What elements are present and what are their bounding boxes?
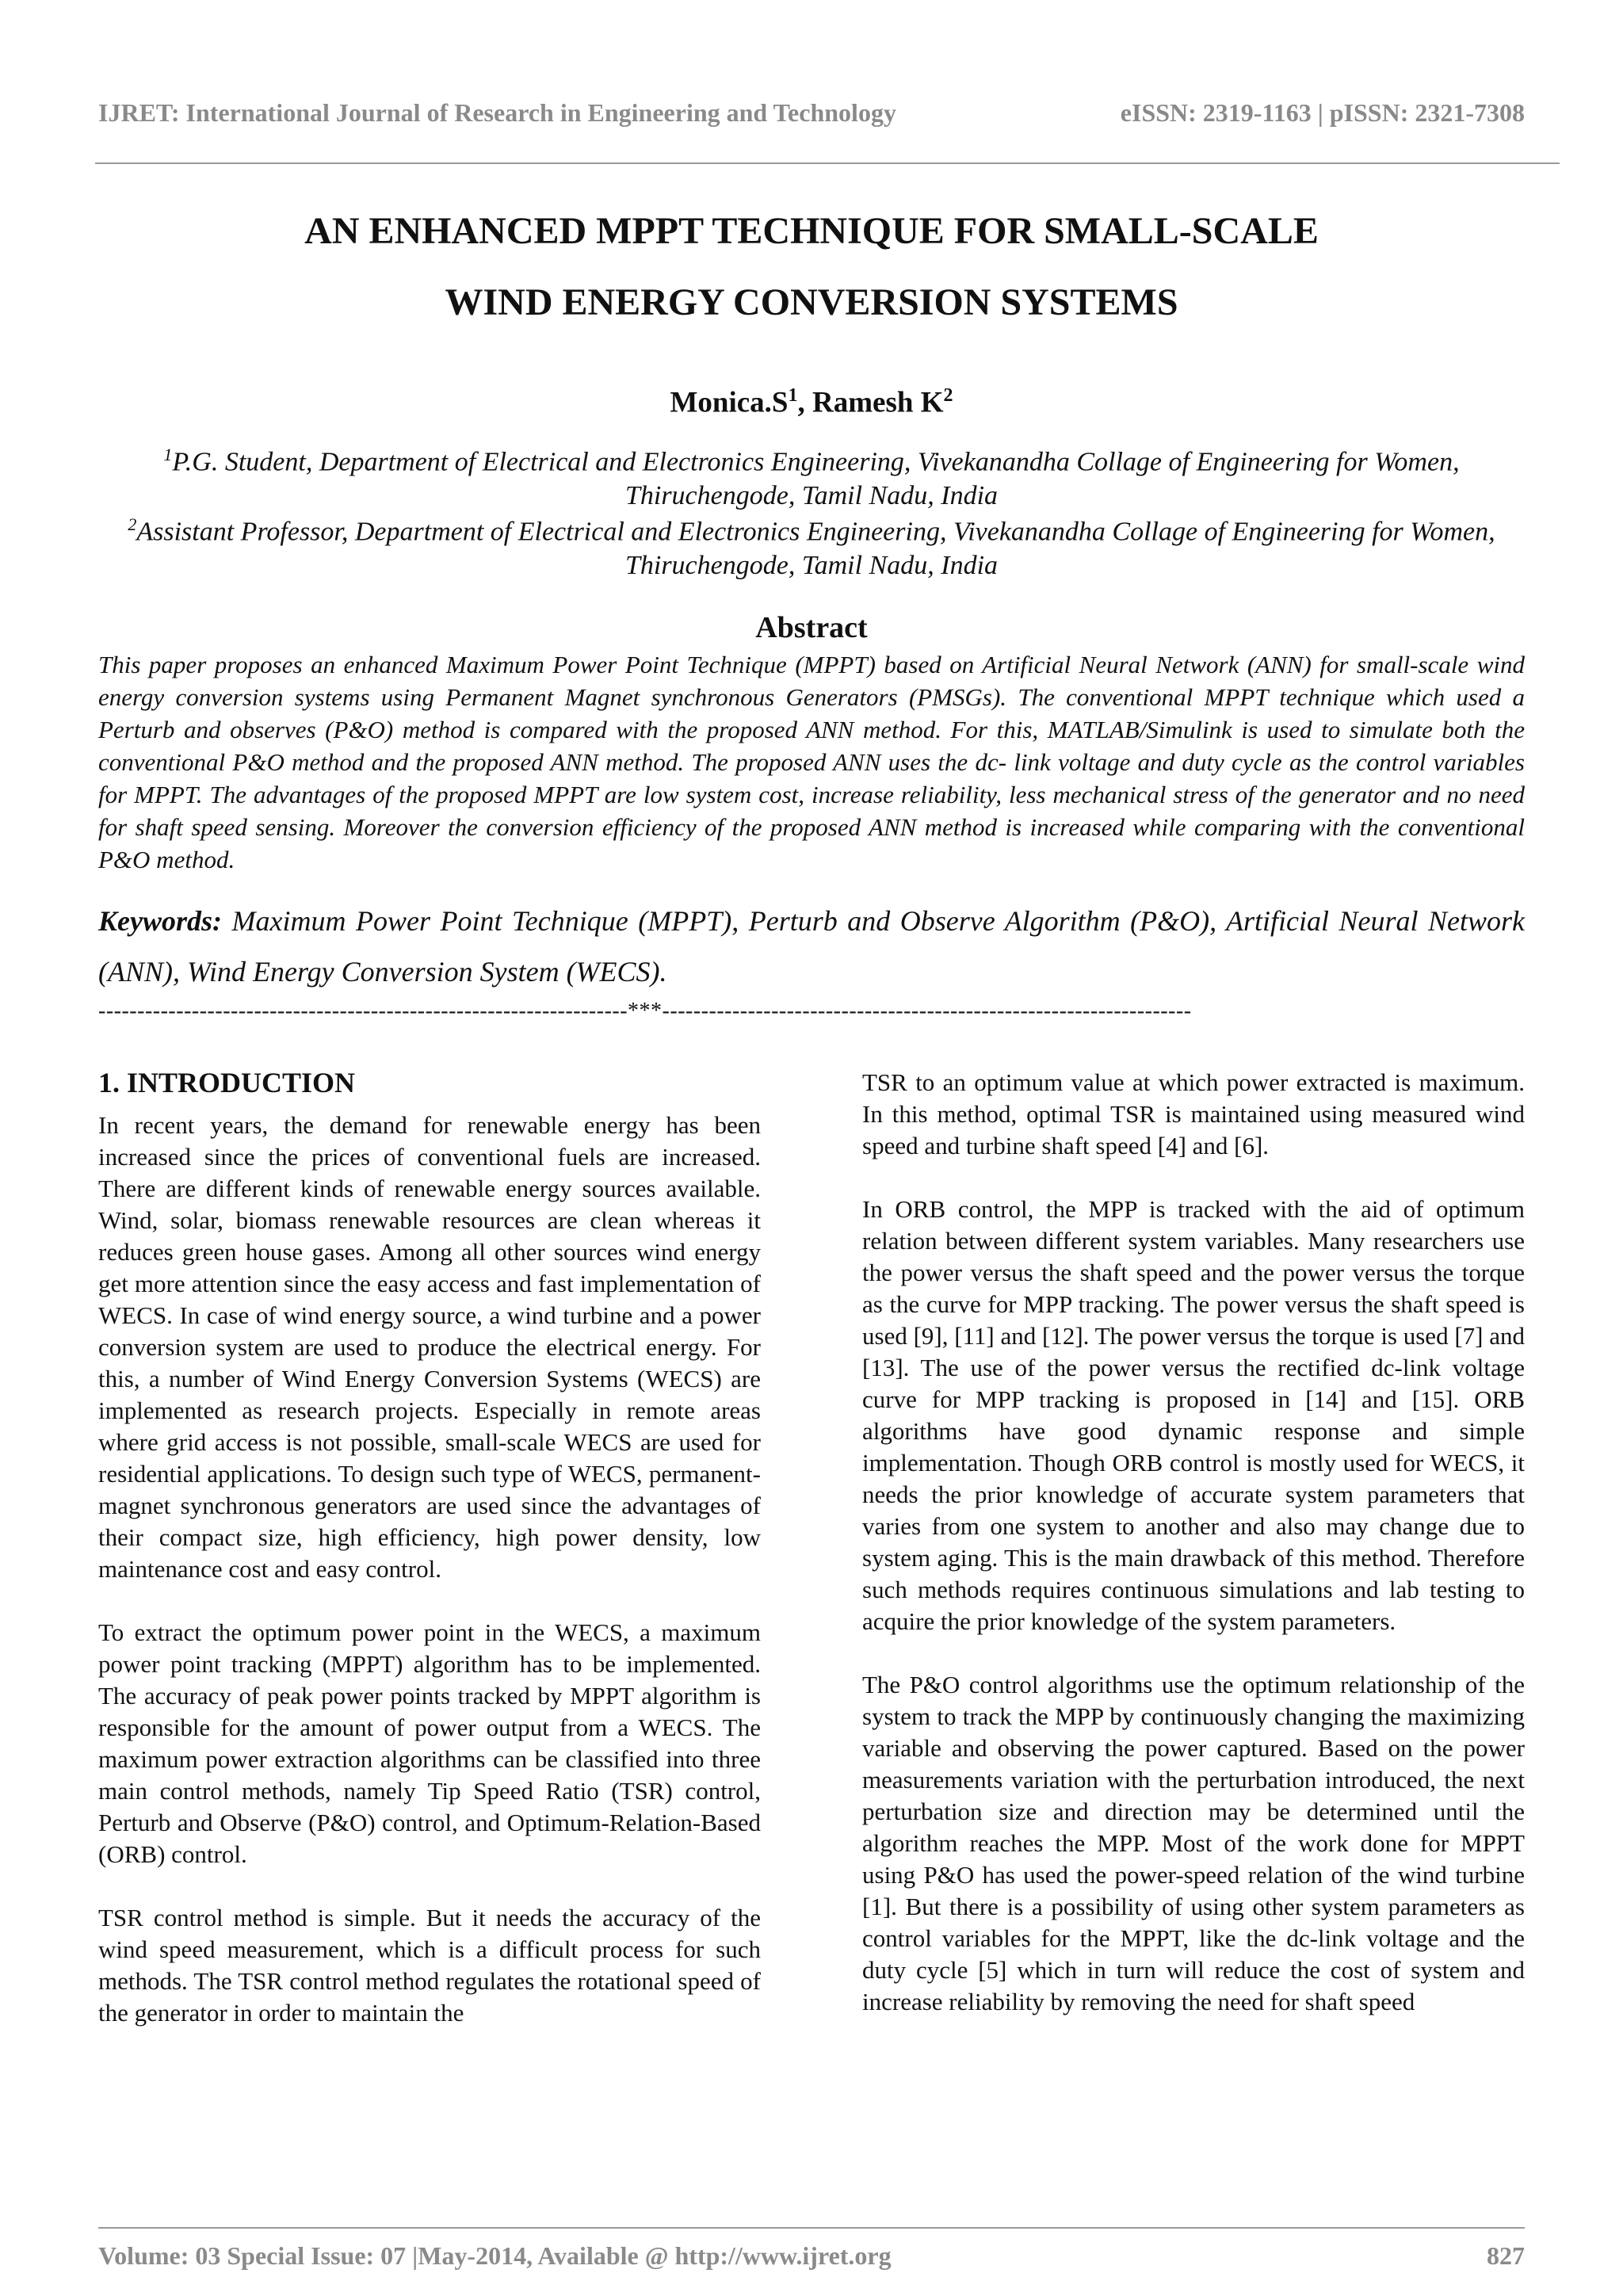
abstract-text: This paper proposes an enhanced Maximum Power Point Technique (MPPT) based on Artificial Neural Network (ANN) for small-scale wind energy conversion systems using Permanent Magnet synchronous Generators (PMSGs). The conventional MPPT technique which used a Perturb and observes (P&O) method is compared with the proposed ANN method. For this, MATLAB/Simulink is used to simulate both the conventional P&O method and the proposed ANN method. The proposed ANN uses the dc- link voltage and duty cycle as the control variables for MPPT. The advantages of the proposed MPPT are low system cost, increase reliability, less mechanical stress of the generator and no need for shaft speed sensing. Moreover the conversion efficiency of the proposed ANN method is increased while comparing with the conventional P&O method.: [98, 651, 1525, 873]
footer-volume: Volume: 03 Special Issue: 07 |May-2014, Available @ http://www.ijret.org: [98, 2241, 892, 2270]
affiliation-2: [103, 507, 1520, 583]
page-number: 827: [1487, 2241, 1525, 2270]
abstract-heading: Abstract: [755, 611, 868, 644]
author-2-mark: 2: [943, 385, 953, 406]
keywords-text: Maximum Power Point Technique (MPPT), Perturb and Observe Algorithm (P&O), Artificial Neural Network (ANN), Wind Energy Conversion System (WECS).: [98, 905, 1526, 988]
affiliation-1: [103, 437, 1520, 513]
paragraph: TSR control method is simple. But it needs the accuracy of the wind speed measurement, which is a difficult process for such methods. The TSR control method regulates the rotational speed of the generator in order to maintain the: [98, 1904, 761, 2027]
author-1-mark: 1: [788, 385, 798, 406]
journal-name: IJRET: International Journal of Research in Engineering and Technology: [98, 98, 896, 127]
paragraph: The P&O control algorithms use the optimum relationship of the system to track the MPP by continuously changing the maximizing variable and observing the power captured. Based on the power measurements variation with the perturbation introduced, the next perturbation size and direction may be determined until the algorithm reaches the MPP. Most of the work done for MPPT using P&O has used the power-speed relation of the wind turbine [1]. But there is a possibility of using other system parameters as control variables for the MPPT, like the dc-link voltage and the duty cycle [5] which in turn will reduce the cost of system and increase reliability by removing the need for shaft speed: [862, 1671, 1525, 2015]
paragraph: TSR to an optimum value at which power extracted is maximum. In this method, optimal TSR is maintained using measured wind speed and turbine shaft speed [4] and [6].: [862, 1068, 1525, 1159]
header-rule: [95, 162, 1560, 164]
left-column: [98, 1067, 761, 2061]
keywords: [98, 896, 1525, 997]
paragraph: In ORB control, the MPP is tracked with the aid of optimum relation between different system variables. Many researchers use the power versus the shaft speed and the power versus the torque as the curve for MPP tracking. The power versus the shaft speed is used [9], [11] and [12]. The power versus the torque is used [7] and [13]. The use of the power versus the rectified dc-link voltage curve for MPP tracking is proposed in [14] and [15]. ORB algorithms have good dynamic response and simple implementation. Though ORB control is mostly used for WECS, it needs the prior knowledge of accurate system parameters that varies from one system to another and also may change due to system aging. This is the main drawback of this method. Therefore such methods requires continuous simulations and lab testing to acquire the prior knowledge of the system parameters.: [862, 1195, 1525, 1635]
paper-title-line-1: AN ENHANCED MPPT TECHNIQUE FOR SMALL-SCALE: [304, 210, 1319, 252]
affiliation-1-mark: 1: [163, 445, 173, 464]
footer-rule: [98, 2227, 1525, 2229]
paragraph: In recent years, the demand for renewable energy has been increased since the prices of conventional fuels are increased. There are different kinds of renewable energy sources available. Wind, solar, biomass renewable resources are clean whereas it reduces green house gases. Among all other sources wind energy get more attention since the easy access and fast implementation of WECS. In case of wind energy source, a wind turbine and a power conversion system are used to produce the electrical energy. For this, a number of Wind Energy Conversion Systems (WECS) are implemented as research projects. Especially in remote areas where grid access is not possible, small-scale WECS are used for residential applications. To design such type of WECS, permanent-magnet synchronous generators are used since the advantages of their compact size, high efficiency, high power density, low maintenance cost and easy control.: [98, 1111, 761, 1583]
affiliation-2-mark: 2: [128, 514, 137, 534]
issn-info: eISSN: 2319-1163 | pISSN: 2321-7308: [1120, 98, 1525, 127]
keywords-label: Keywords:: [98, 905, 222, 937]
author-1: Monica.S: [670, 386, 789, 419]
author-separator: ,: [797, 386, 813, 419]
section-divider: --------------------------------------------------------------------***--------------------------------------------------------------------: [98, 999, 1192, 1023]
paper-title-line-2: WIND ENERGY CONVERSION SYSTEMS: [445, 281, 1178, 323]
section-heading-introduction: 1. INTRODUCTION: [98, 1067, 356, 1098]
right-column: [862, 1067, 1525, 2050]
affiliation-1-text: P.G. Student, Department of Electrical and Electronics Engineering, Vivekanandha Collage of Engineering for Women, Thiruchengode, Tamil Nadu, India: [172, 447, 1460, 511]
author-list: [95, 385, 1528, 419]
author-2: Ramesh K: [812, 386, 944, 419]
affiliation-2-text: Assistant Professor, Department of Electrical and Electronics Engineering, Vivekanandha Collage of Engineering for Women, Thiruchengode, Tamil Nadu, India: [136, 517, 1495, 581]
paragraph: To extract the optimum power point in the WECS, a maximum power point tracking (MPPT) algorithm has to be implemented. The accuracy of peak power points tracked by MPPT algorithm is responsible for the amount of power output from a WECS. The maximum power extraction algorithms can be classified into three main control methods, namely Tip Speed Ratio (TSR) control, Perturb and Observe (P&O) control, and Optimum-Relation-Based (ORB) control.: [98, 1618, 761, 1868]
